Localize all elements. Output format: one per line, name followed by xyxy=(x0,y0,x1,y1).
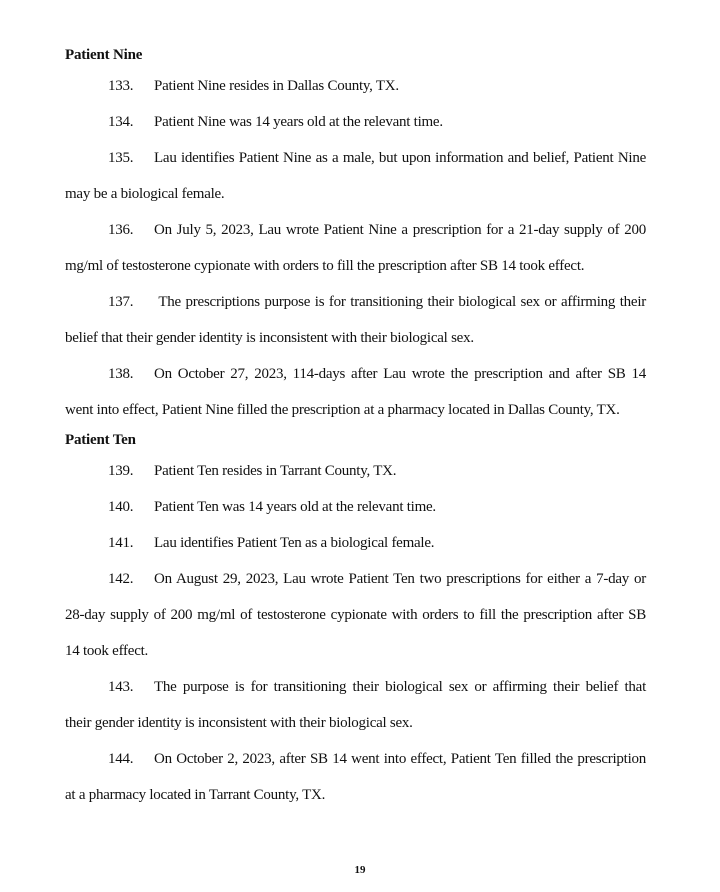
paragraph-143 xyxy=(65,669,646,741)
paragraph-text: Patient Nine resides in Dallas County, TX. xyxy=(154,78,399,94)
paragraph-text: Lau identifies Patient Ten as a biological female. xyxy=(154,535,435,551)
paragraph-142 xyxy=(65,561,646,669)
paragraph-number: 143. xyxy=(108,679,134,695)
paragraph-text-continued: belief that their gender identity is inconsistent with their biological sex. xyxy=(65,330,474,346)
paragraph-text-continued: their gender identity is inconsistent with their biological sex. xyxy=(65,715,413,731)
paragraph-text: On July 5, 2023, Lau wrote Patient Nine a prescription for a 21-day supply of 200 xyxy=(154,222,646,238)
paragraph-134 xyxy=(65,104,646,140)
paragraph-text-continued: may be a biological female. xyxy=(65,186,225,202)
document-page xyxy=(65,42,646,813)
paragraph-number: 140. xyxy=(108,499,134,515)
paragraph-136 xyxy=(65,212,646,284)
paragraph-number: 144. xyxy=(108,751,134,767)
page-number: 19 xyxy=(354,864,366,876)
paragraph-number: 136. xyxy=(108,222,134,238)
paragraph-text: Lau identifies Patient Nine as a male, but upon information and belief, Patient Nine xyxy=(154,150,646,166)
section-patient-ten xyxy=(65,427,646,813)
paragraph-text-continued: went into effect, Patient Nine filled the prescription at a pharmacy located in Dallas County, TX. xyxy=(65,402,620,418)
paragraph-138 xyxy=(65,356,646,428)
paragraph-number: 141. xyxy=(108,535,134,551)
paragraph-133 xyxy=(65,68,646,104)
paragraph-text: Patient Ten was 14 years old at the relevant time. xyxy=(154,499,436,515)
paragraph-text-continued: at a pharmacy located in Tarrant County, TX. xyxy=(65,787,326,803)
paragraph-number: 138. xyxy=(108,366,134,382)
paragraph-text: On October 27, 2023, 114-days after Lau wrote the prescription and after SB 14 xyxy=(154,366,646,382)
paragraph-135 xyxy=(65,140,646,212)
paragraph-140 xyxy=(65,489,646,525)
paragraph-number: 139. xyxy=(108,463,134,479)
paragraph-text: The purpose is for transitioning their biological sex or affirming their belief that xyxy=(154,679,646,695)
paragraph-text: Patient Nine was 14 years old at the relevant time. xyxy=(154,114,443,130)
paragraph-text-continued: mg/ml of testosterone cypionate with orders to fill the prescription after SB 14 took effect. xyxy=(65,258,585,274)
paragraph-text: On August 29, 2023, Lau wrote Patient Ten two prescriptions for either a 7-day or xyxy=(154,571,646,587)
paragraph-text: On October 2, 2023, after SB 14 went into effect, Patient Ten filled the prescription xyxy=(154,751,646,767)
section-heading: Patient Ten xyxy=(65,432,136,448)
paragraph-141 xyxy=(65,525,646,561)
paragraph-text-continued: 14 took effect. xyxy=(65,643,149,659)
paragraph-number: 142. xyxy=(108,571,134,587)
section-heading: Patient Nine xyxy=(65,47,143,63)
paragraph-text-continued: 28-day supply of 200 mg/ml of testosterone cypionate with orders to fill the prescription after SB xyxy=(65,607,646,623)
paragraph-144 xyxy=(65,741,646,813)
paragraph-139 xyxy=(65,453,646,489)
paragraph-number: 135. xyxy=(108,150,134,166)
paragraph-text: The prescriptions purpose is for transitioning their biological sex or affirming their xyxy=(154,294,646,310)
paragraph-text: Patient Ten resides in Tarrant County, TX. xyxy=(154,463,397,479)
section-patient-nine xyxy=(65,42,646,428)
paragraph-number: 134. xyxy=(108,114,134,130)
paragraph-number: 137. xyxy=(108,294,134,310)
paragraph-137 xyxy=(65,284,646,356)
paragraph-number: 133. xyxy=(108,78,134,94)
